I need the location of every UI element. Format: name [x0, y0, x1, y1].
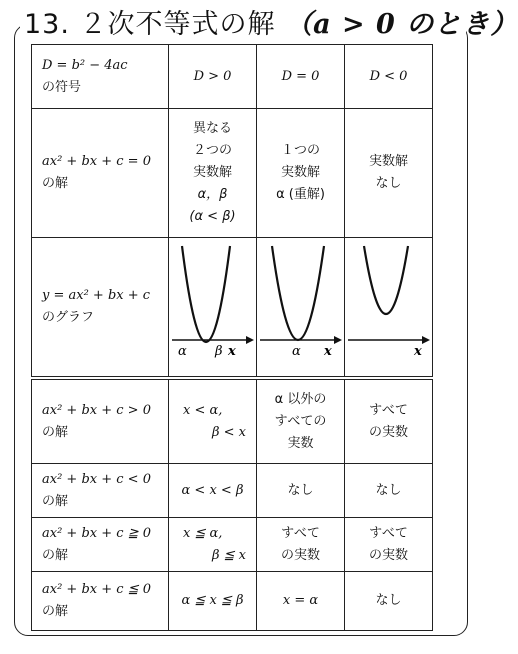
le-neg-cell: なし [345, 572, 433, 631]
graph-cell-two-roots [169, 238, 257, 379]
graph-row [32, 238, 433, 379]
ge-zero-line: すべて [281, 525, 320, 541]
quadratic-inequality-table [31, 44, 433, 631]
alpha-label: α [177, 344, 187, 359]
ge-formula: ax² + bx + c ≧ 0 [42, 525, 151, 541]
lt-pos-cell: α < x < β [169, 464, 257, 518]
equation-neg-cell [345, 109, 433, 238]
gt-zero-cell [257, 378, 345, 464]
equation-pos-cell [169, 109, 257, 238]
ge-pos-line2: β ≦ x [211, 547, 246, 563]
discriminant-sign-label: の符号 [42, 79, 82, 95]
header-d-zero: D = 0 [257, 45, 345, 109]
equation-zero-line: 実数解 [280, 165, 320, 180]
parabola-one-root-graph [258, 242, 344, 372]
graph-caption: のグラフ [42, 310, 95, 325]
title-number: 13. [24, 9, 70, 40]
less-than-row [32, 464, 433, 518]
title-text: ２次不等式の解 [79, 9, 276, 40]
gt-formula: ax² + bx + c > 0 [42, 402, 151, 418]
header-row [32, 45, 433, 109]
ge-neg-line: すべて [369, 525, 408, 541]
ge-pos-line1: x ≦ α, [183, 525, 223, 541]
equation-row [32, 109, 433, 238]
x-axis-label: x [413, 344, 422, 359]
equation-zero-line: α (重解) [276, 187, 325, 202]
ge-zero-cell [257, 518, 345, 572]
le-label [32, 572, 169, 631]
equation-zero-cell [257, 109, 345, 238]
gt-zero-line: 実数 [287, 435, 314, 451]
equation-neg-line: 実数解 [368, 154, 408, 169]
equation-label [32, 109, 169, 238]
le-formula: ax² + bx + c ≦ 0 [42, 582, 151, 597]
parabola-no-root-graph [346, 242, 432, 372]
ge-neg-cell [345, 518, 433, 572]
ge-zero-line: の実数 [280, 547, 320, 563]
title-condition: （a > 0 のとき） [285, 9, 518, 40]
parabola-curve [272, 246, 324, 340]
ge-solution-label: の解 [42, 547, 69, 563]
gt-pos-line1: x < α, [183, 402, 223, 418]
parabola-curve [364, 246, 408, 314]
equation-pos-line: ２つの [192, 143, 232, 158]
gt-zero-line: α 以外の [274, 391, 327, 407]
header-d-negative: D < 0 [345, 45, 433, 109]
graph-label [32, 238, 169, 379]
greater-equal-row [32, 518, 433, 572]
lt-formula: ax² + bx + c < 0 [42, 471, 151, 487]
parabola-two-roots-graph [170, 242, 256, 372]
equation-pos-line: (α < β) [189, 209, 236, 224]
beta-label: β [214, 344, 223, 359]
header-d-positive: D > 0 [169, 45, 257, 109]
discriminant-header [32, 45, 169, 109]
parabola-curve [182, 246, 230, 342]
equation-pos-line: 実数解 [192, 165, 232, 180]
equation-zero-line: １つの [280, 143, 320, 158]
equation-neg-line: なし [375, 176, 402, 191]
x-axis-arrow [334, 336, 342, 344]
equation-solution-label: の解 [42, 176, 69, 191]
lt-neg-cell: なし [345, 464, 433, 518]
lt-label [32, 464, 169, 518]
x-axis-arrow [246, 336, 254, 344]
gt-zero-line: すべての [274, 413, 327, 429]
x-axis-label: x [323, 344, 332, 359]
gt-neg-line: の実数 [368, 424, 408, 440]
ge-pos-cell [169, 518, 257, 572]
graph-formula: y = ax² + bx + c [42, 288, 151, 303]
graph-cell-one-root [257, 238, 345, 379]
x-axis-arrow [422, 336, 430, 344]
gt-pos-cell [169, 378, 257, 464]
lt-zero-cell: なし [257, 464, 345, 518]
gt-neg-line: すべて [369, 402, 408, 418]
ge-label [32, 518, 169, 572]
equation-pos-line: α，β [197, 187, 228, 202]
graph-cell-no-root [345, 238, 433, 379]
alpha-label: α [291, 344, 301, 359]
x-axis-label: x [227, 344, 236, 359]
gt-solution-label: の解 [42, 424, 69, 440]
gt-pos-line2: β < x [211, 424, 246, 440]
ge-neg-line: の実数 [368, 547, 408, 563]
discriminant-formula: D = b² − 4ac [42, 57, 128, 73]
gt-neg-cell [345, 378, 433, 464]
equation-pos-line: 異なる [192, 121, 232, 136]
equation-formula: ax² + bx + c = 0 [42, 154, 151, 169]
le-zero-cell: x = α [257, 572, 345, 631]
less-equal-row [32, 572, 433, 631]
gt-label [32, 378, 169, 464]
page-title [24, 2, 518, 41]
le-pos-cell: α ≦ x ≦ β [169, 572, 257, 631]
lt-solution-label: の解 [42, 493, 69, 509]
greater-than-row [32, 378, 433, 464]
le-solution-label: の解 [42, 604, 69, 619]
